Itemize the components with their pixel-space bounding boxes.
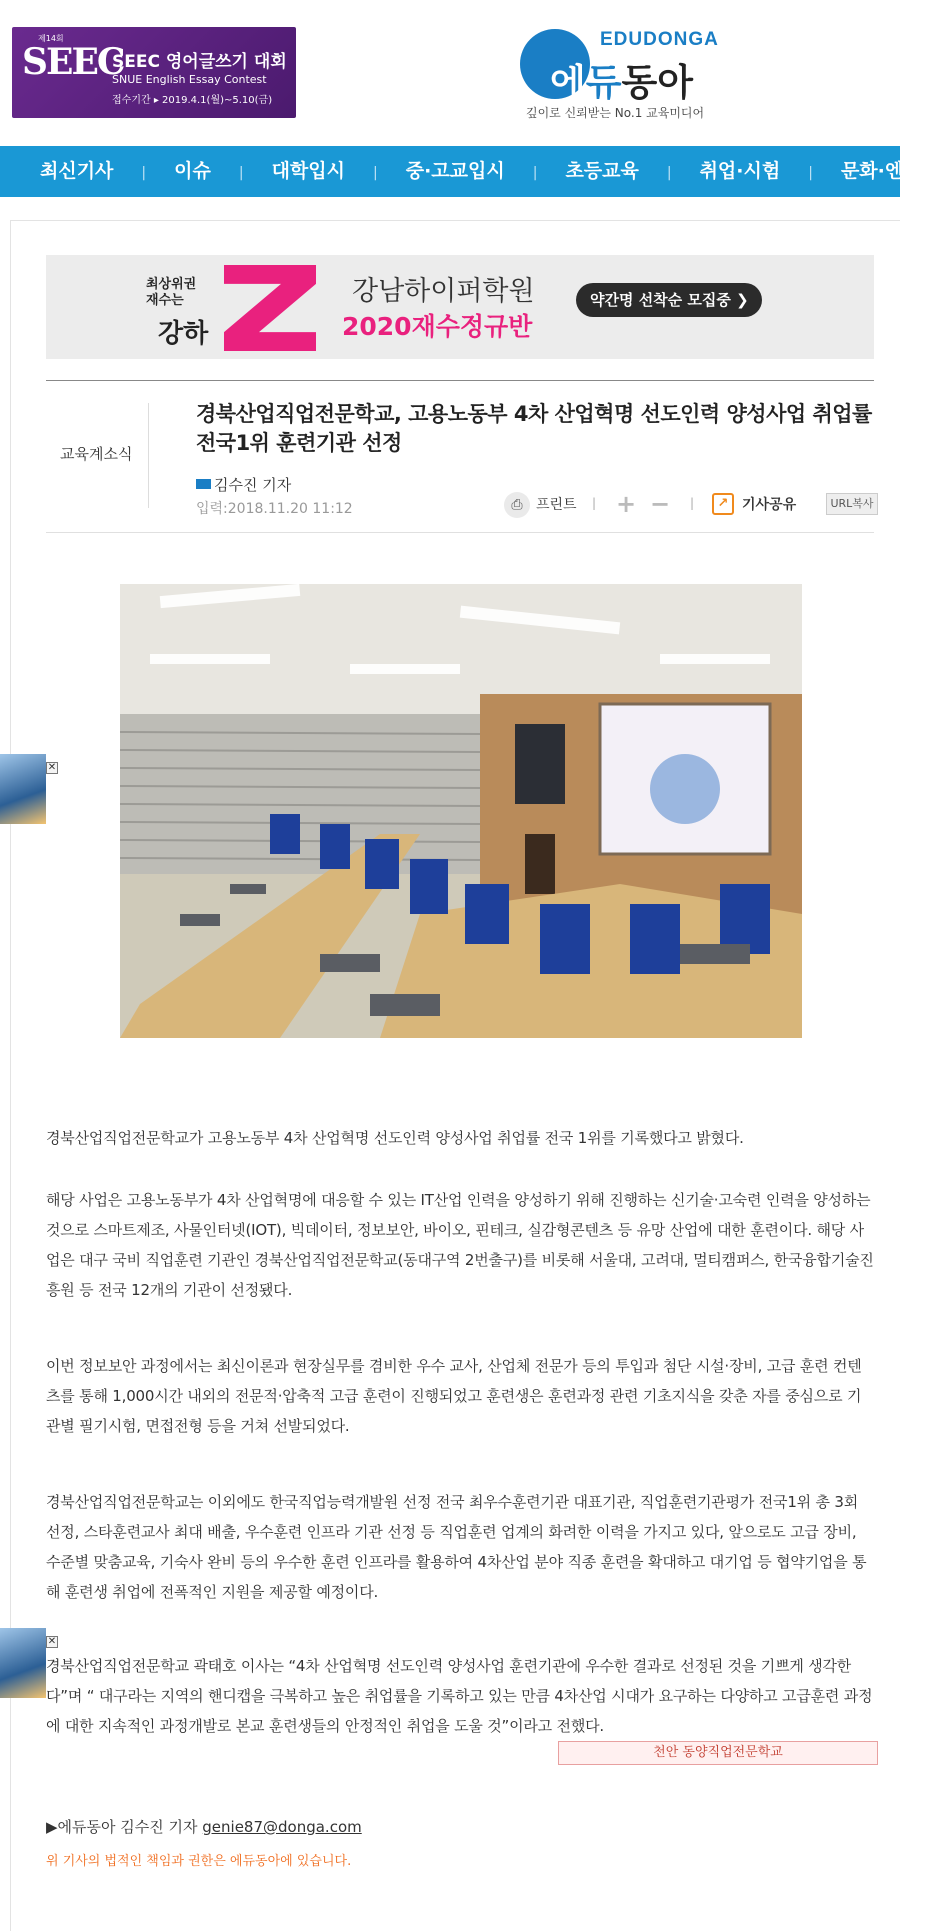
- nav-separator: |: [666, 165, 672, 181]
- tool-separator: |: [690, 496, 695, 510]
- nav-item-latest[interactable]: 최신기사: [40, 160, 114, 182]
- print-button[interactable]: [504, 490, 584, 518]
- mail-icon: [196, 479, 211, 489]
- floating-ad[interactable]: [0, 754, 46, 824]
- seec-ad-banner[interactable]: [12, 27, 296, 118]
- nav-separator: |: [141, 165, 147, 181]
- article-category[interactable]: 교육계소식: [60, 445, 133, 463]
- logo-korean-1: 에: [550, 61, 586, 104]
- article-paragraph: 해당 사업은 고용노동부가 4차 산업혁명에 대응할 수 있는 IT산업 인력을 양성하기 위해 진행하는 신기술·고숙련 인력을 양성하는 것으로 스마트제조, 사물인터넷(IOT), 빅데이터, 정보보안, 바이오, 핀테크, 실감형콘텐츠 등 유망 산업에 대한 훈련이다. 해당 사업은 대구 국비 직업훈련 기관인 경북산업직업전문학교(동대구역 2번출구)를 비롯해 서울대, 고려대, 멀티캠퍼스, 한국융합기술진흥원 등 전국 12개의 기관이 선정됐다.: [46, 1191, 874, 1299]
- article-photo: [120, 584, 802, 1038]
- logo-korean: [550, 52, 693, 106]
- floating-ad[interactable]: [0, 1628, 46, 1698]
- nav-item-jobs[interactable]: 취업·시험: [699, 160, 781, 182]
- tool-separator: |: [592, 496, 597, 510]
- ad-program: 2020재수정규반: [342, 312, 533, 341]
- close-icon[interactable]: ✕: [47, 1636, 57, 1647]
- author-email-link[interactable]: genie87@donga.com: [202, 1818, 362, 1836]
- seec-ad-logo: SEEC: [22, 41, 124, 83]
- logo-korean-2: 듀: [585, 61, 622, 104]
- article-paragraph: 경북산업직업전문학교는 이외에도 한국직업능력개발원 선정 전국 최우수훈련기관 대표기관, 직업훈련기관평가 전국1위 총 3회 선정, 스타훈련교사 최대 배출, 우수훈련 인프라 기관 선정 등 직업훈련 업계의 화려한 이력을 가지고 있다, 앞으로도 고급 장비, 수준별 맞춤교육, 기숙사 완비 등의 우수한 훈련 인프라를 활용하여 4차산업 분야 직종 훈련을 확대하고 대기업 등 협약기업을 통해 훈련생 취업에 전폭적인 지원을 제공할 예정이다.: [46, 1493, 867, 1601]
- nav-item-elementary[interactable]: 초등교육: [565, 160, 639, 182]
- seec-ad-subtitle: SNUE English Essay Contest: [112, 73, 267, 86]
- site-header: [0, 0, 900, 146]
- logo-slogan: 깊이로 신뢰받는 No.1 교육미디어: [526, 106, 705, 120]
- related-link[interactable]: 천안 동양직업전문학교: [558, 1741, 878, 1765]
- share-label: 기사공유: [742, 497, 797, 513]
- nav-separator: |: [373, 165, 378, 181]
- article-title: 경북산업직업전문학교, 고용노동부 4차 산업혁명 선도인력 양성사업 취업률 전국1위 훈련기관 선정: [196, 402, 872, 455]
- ad-brand: 강하: [158, 319, 209, 349]
- divider: [46, 380, 874, 381]
- article-tools: [504, 490, 884, 520]
- share-icon: ↗: [712, 493, 734, 515]
- nav-item-issue[interactable]: 이슈: [174, 160, 211, 182]
- nav-item-university[interactable]: 대학입시: [271, 160, 345, 182]
- ad-cta-button[interactable]: 약간명 선착순 모집중 ❯: [576, 283, 762, 317]
- logo-korean-3: 동아: [621, 61, 693, 104]
- font-decrease-button[interactable]: −: [650, 490, 671, 518]
- seec-ad-badge: 제14회: [38, 34, 64, 43]
- seec-ad-period: 접수기간 ▸ 2019.4.1(월)~5.10(금): [112, 95, 273, 106]
- nav-separator: |: [238, 165, 244, 181]
- academy-ad-banner[interactable]: [46, 255, 874, 359]
- nav-separator: |: [808, 165, 813, 181]
- ad-academy-name: 강남하이퍼학원: [352, 276, 535, 307]
- logo-english: EDUDONGA: [600, 29, 719, 50]
- divider: [148, 403, 149, 508]
- article-paragraph: 경북산업직업전문학교가 고용노동부 4차 산업혁명 선도인력 양성사업 취업률 전국 1위를 기록했다고 밝혔다.: [46, 1129, 744, 1147]
- article-paragraph: 경북산업직업전문학교 곽태호 이사는 “4차 산업혁명 선도인력 양성사업 훈련기관에 우수한 결과로 선정된 것을 기쁘게 생각한다”며 “ 대구라는 지역의 핸디캡을 극복하고 높은 취업률을 기록하고 있는 만큼 4차산업 시대가 요구하는 다양하고 고급훈련 과정에 대한 지속적인 과정개발로 본교 훈련생들의 안정적인 취업을 도울 것”이라고 전했다.: [46, 1657, 873, 1735]
- article-author[interactable]: 김수진 기자: [196, 474, 291, 495]
- legal-notice: 위 기사의 법적인 책임과 권한은 에듀동아에 있습니다.: [46, 1854, 352, 1869]
- url-copy-button[interactable]: URL복사: [826, 493, 878, 515]
- ad-line1: 최상위권 재수는: [146, 277, 197, 308]
- article-date: 입력:2018.11.20 11:12: [196, 501, 353, 517]
- printer-icon: ⎙: [504, 492, 530, 518]
- article-paragraph: 이번 정보보안 과정에서는 최신이론과 현장실무를 겸비한 우수 교사, 산업체 전문가 등의 투입과 첨단 시설·장비, 고급 훈련 컨텐츠를 통해 1,000시간 내외의 전문적·압축적 고급 훈련이 진행되었고 훈련생은 훈련과정 관련 기초지식을 갖춘 자를 중심으로 기관별 필기시험, 면접전형 등을 거쳐 선발되었다.: [46, 1357, 862, 1435]
- ad-z-logo-icon: [224, 265, 316, 351]
- font-increase-button[interactable]: +: [616, 490, 637, 518]
- edudonga-logo[interactable]: [520, 24, 720, 124]
- divider: [46, 532, 874, 533]
- nav-item-culture[interactable]: 문화·엔터: [840, 160, 922, 182]
- print-label: 프린트: [536, 497, 577, 513]
- main-nav: [0, 146, 922, 197]
- nav-item-secondary[interactable]: 중·고교입시: [405, 160, 505, 182]
- article-signature: ▶에듀동아 김수진 기자 genie87@donga.com: [46, 1818, 362, 1836]
- close-icon[interactable]: ✕: [47, 762, 57, 773]
- classroom-photo-illustration: [120, 584, 802, 1038]
- nav-separator: |: [532, 165, 538, 181]
- seec-ad-title: SEEC 영어글쓰기 대회: [112, 52, 287, 72]
